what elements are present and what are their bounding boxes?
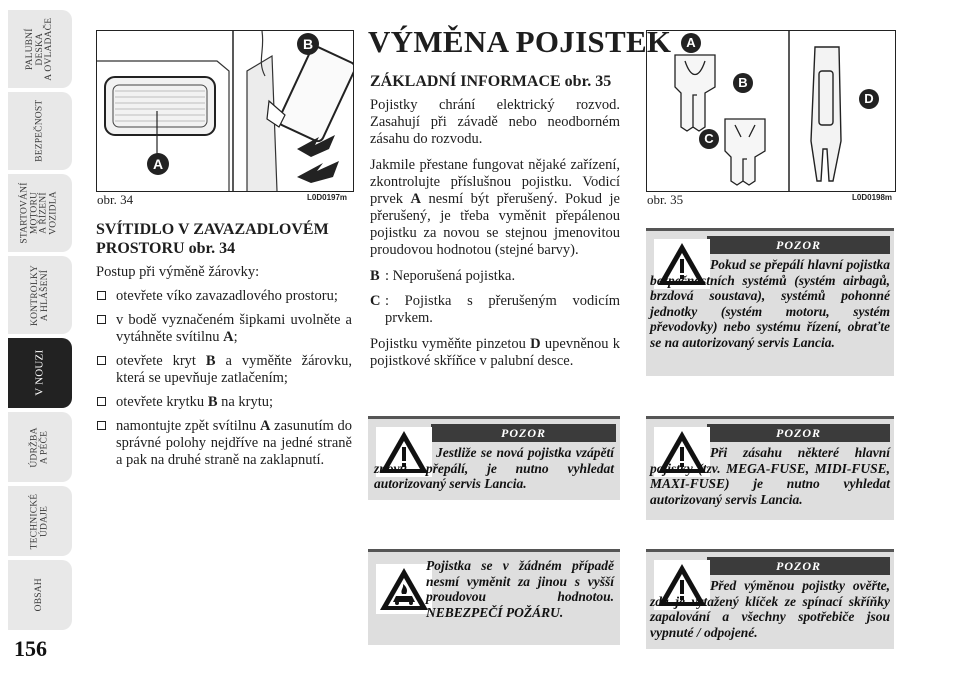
warning-heading: POZOR: [707, 557, 890, 575]
figure-34-code: L0D0197m: [307, 193, 348, 202]
figure-35-callout-a: A: [681, 33, 701, 53]
tab-technicke-udaje[interactable]: TECHNICKÉ ÚDAJE: [8, 486, 72, 556]
lamp-intro: Postup při výměně žárovky:: [96, 264, 260, 280]
warning-box-new-fuse: [368, 416, 620, 500]
fuses-para-3: Pojistku vyměňte pinzetou D upevněnou k pojistkové skříňce v palubní desce.: [370, 336, 621, 369]
figure-35-callout-b: B: [733, 73, 753, 93]
list-item: otevřete kryt B a vyměňte žárovku, která se upevňuje zatlačením;: [96, 353, 352, 387]
figure-35-code: L0D0198m: [852, 193, 893, 202]
fuses-para-2: Jakmile přestane fungovat nějaké zařízení, zkontrolujte příslušnou pojistku. Vodicí prvek A nesmí být přerušený. Pokud je přerušený, je třeba vyměnit přepálenou pojistku za novou se stejnou jmenovitou proudovou hodnotou (stejné barvy).: [370, 157, 620, 258]
warning-heading: POZOR: [431, 424, 616, 442]
checkbox-bullet-icon: [97, 291, 106, 300]
trunk-lamp-illustration: [97, 31, 353, 191]
warning-box-before-replacement: [646, 549, 894, 649]
checkbox-bullet-icon: [97, 397, 106, 406]
warning-text: Pokud se přepálí hlavní pojistka bezpečnostních systémů (systém airbagů, brzdová soustava), systémů pohonné jednotky (systém motoru, systém převodovky) nebo systému řízení, obraťte se na autorizovaný servis Lancia.: [650, 257, 890, 350]
checkbox-bullet-icon: [97, 315, 106, 324]
list-item: namontujte zpět svítilnu A zasunutím do správné polohy nejdříve na jedné straně a pak na druhé straně na zaklapnutí.: [96, 418, 352, 469]
left-column: [96, 220, 352, 469]
section-heading-fuses: ZÁKLADNÍ INFORMACE obr. 35: [370, 73, 612, 90]
tab-udrzba[interactable]: ÚDRŽBA A PÉČE: [8, 412, 72, 482]
tab-obsah[interactable]: OBSAH: [8, 560, 72, 630]
warning-text: Pojistka se v žádném případě nesmí vyměnit za jinou s vyšší proudovou hodnotou. NEBEZPEČÍ POŽÁRU.: [426, 558, 614, 620]
figure-34: [96, 30, 354, 192]
tab-bezpecnost[interactable]: BEZPEČNOST: [8, 92, 72, 170]
list-item: v bodě vyznačeném šipkami uvolněte a vytáhněte svítilnu A;: [96, 312, 352, 346]
fuse-and-tweezers-illustration: [647, 31, 895, 191]
tab-v-nouzi[interactable]: V NOUZI: [8, 338, 72, 408]
warning-box-fire: [368, 549, 620, 645]
middle-column: [370, 72, 620, 370]
list-item: otevřete víko zavazadlového prostoru;: [96, 288, 352, 305]
figure-34-callout-a: A: [147, 153, 169, 175]
side-tab-bar: [0, 0, 78, 677]
figure-34-caption: obr. 34: [97, 192, 134, 207]
checkbox-bullet-icon: [97, 356, 106, 365]
tab-startovani[interactable]: STARTOVÁNÍ MOTORU A ŘÍZENÍ VOZIDLA: [8, 174, 72, 252]
warning-heading: POZOR: [707, 236, 890, 254]
definition-c: C : Pojistka s přerušeným vodicím prvkem.: [370, 293, 620, 326]
warning-text: Jestliže se nová pojistka vzápětí znovu přepálí, je nutno vyhledat autorizovaný servis Lancia.: [374, 445, 614, 491]
page-number: 156: [14, 636, 47, 661]
list-item: otevřete krytku B na krytu;: [96, 394, 352, 411]
definition-b: B : Neporušená pojistka.: [370, 268, 516, 284]
warning-box-mega-fuse: [646, 416, 894, 520]
warning-box-main-fuse-safety: [646, 228, 894, 376]
figure-35: [646, 30, 896, 192]
warning-heading: POZOR: [707, 424, 890, 442]
figure-35-callout-c: C: [699, 129, 719, 149]
page-title: VÝMĚNA POJISTEK: [368, 24, 672, 59]
section-heading-lamp: SVÍTIDLO V ZAVAZADLOVÉM PROSTORU obr. 34: [96, 221, 329, 257]
warning-text: Při zásahu některé hlavní pojistky (tzv. MEGA-FUSE, MIDI-FUSE, MAXI-FUSE) je nutno vyhledat autorizovaný servis Lancia.: [650, 445, 890, 507]
warning-text: Před výměnou pojistky ověřte, zda je vytažený klíček ze spínací skříňky zapalování a všechny spotřebiče jsou vypnuté / odpojené.: [650, 578, 890, 640]
checkbox-bullet-icon: [97, 421, 106, 430]
figure-35-caption: obr. 35: [647, 192, 684, 207]
fuses-para-1: Pojistky chrání elektrický rozvod. Zasahují při závadě nebo neodborném zásahu do rozvodu.: [370, 97, 620, 147]
figure-34-callout-b: B: [297, 33, 319, 55]
figure-35-callout-d: D: [859, 89, 879, 109]
tab-kontrolky[interactable]: KONTROLKY A HLÁŠENÍ: [8, 256, 72, 334]
tab-palubni-deska[interactable]: PALUBNÍ DESKA A OVLADAČE: [8, 10, 72, 88]
car-fire-icon: [376, 564, 432, 614]
